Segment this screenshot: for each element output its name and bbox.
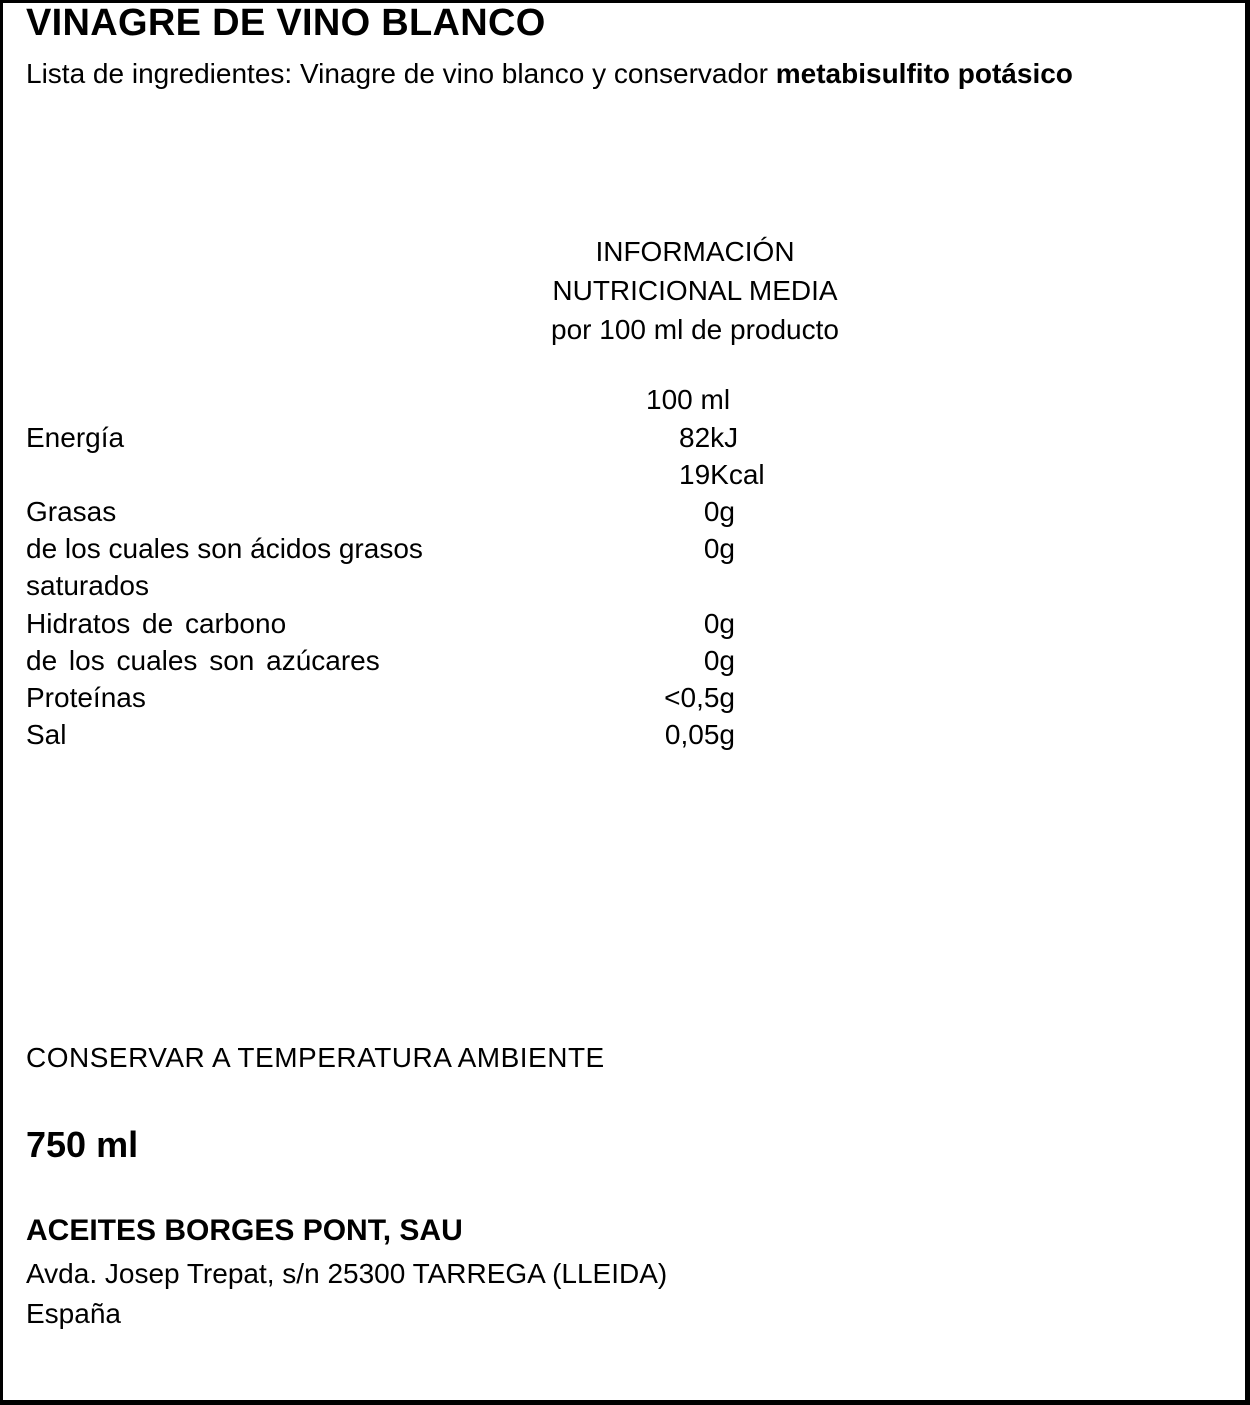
nutrition-label-saturated-cont: saturados <box>26 570 149 601</box>
nutrition-value-energy-kcal: 19Kcal <box>679 459 765 490</box>
nutrition-label-carbs: Hidratos de carbono <box>26 608 287 639</box>
nutrition-label-energy: Energía <box>26 422 125 453</box>
nutrition-value-fat: 0g <box>703 496 735 527</box>
net-volume: 750 ml <box>26 1124 139 1165</box>
nutrition-heading-line2: NUTRICIONAL MEDIA <box>552 275 838 306</box>
nutrition-label-saturated: de los cuales son ácidos grasos <box>26 533 423 564</box>
nutrition-value-salt: 0,05g <box>664 719 735 750</box>
nutrition-label-salt: Sal <box>26 719 67 750</box>
nutrition-value-protein: <0,5g <box>664 682 735 713</box>
product-title: VINAGRE DE VINO BLANCO <box>26 2 546 44</box>
nutrition-heading-line1: INFORMACIÓN <box>595 236 795 267</box>
nutrition-value-saturated: 0g <box>703 533 735 564</box>
nutrition-value-energy-kj: 82kJ <box>679 422 739 453</box>
nutrition-heading-line3: por 100 ml de producto <box>551 314 839 345</box>
nutrition-label-protein: Proteínas <box>26 682 146 713</box>
nutrition-label-fat: Grasas <box>26 496 117 527</box>
nutrition-heading <box>470 232 920 349</box>
ingredients-text: Lista de ingredientes: Vinagre de vino blanco y conservador <box>26 58 776 89</box>
ingredients-list <box>26 55 1176 93</box>
manufacturer-address: Avda. Josep Trepat, s/n 25300 TARREGA (LLEIDA) <box>26 1258 668 1289</box>
manufacturer-country: España <box>26 1298 121 1329</box>
nutrition-column-header: 100 ml <box>646 384 731 415</box>
manufacturer-name: ACEITES BORGES PONT, SAU <box>26 1214 463 1247</box>
nutrition-value-sugars: 0g <box>703 645 735 676</box>
allergen-text: metabisulfito potásico <box>775 58 1073 89</box>
nutrition-label-sugars: de los cuales son azúcares <box>26 645 380 676</box>
nutrition-value-carbs: 0g <box>703 608 735 639</box>
storage-instructions: CONSERVAR A TEMPERATURA AMBIENTE <box>26 1042 605 1073</box>
